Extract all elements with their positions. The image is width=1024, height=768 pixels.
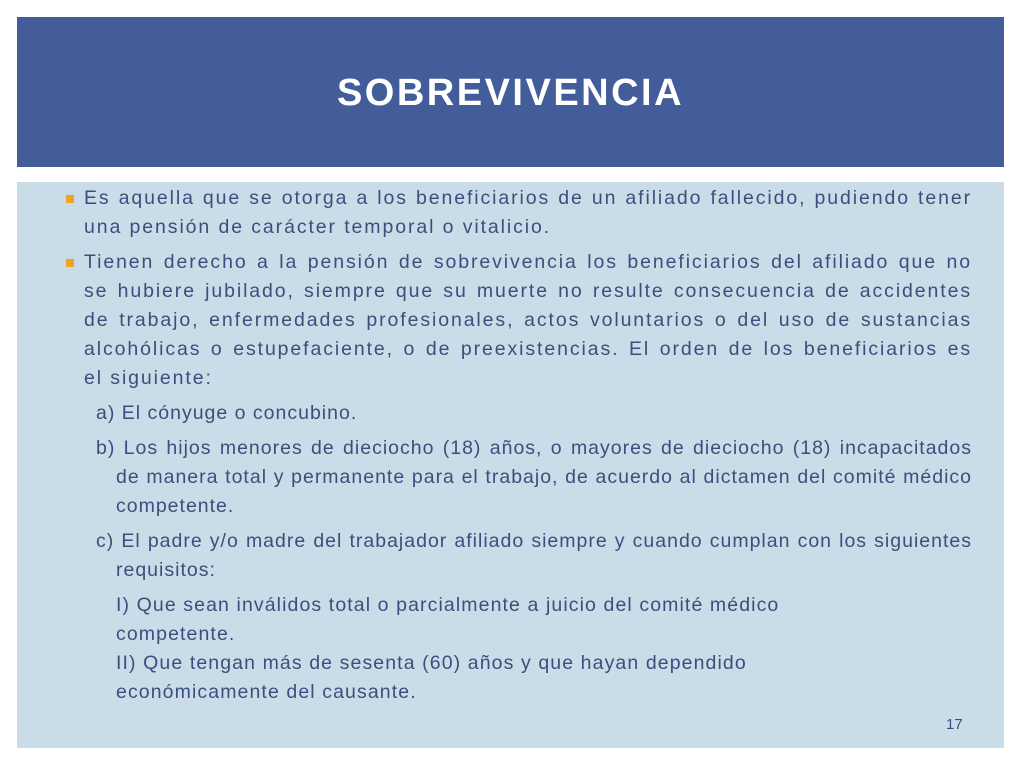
slide-title: SOBREVIVENCIA [336, 71, 685, 114]
bullet-text: Tienen derecho a la pensión de sobrevivencia los beneficiarios del afiliado que no se hubiere jubilado, siempre que su muerte no resulte consecuencia de accidentes de trabajo, enfermedades profesionales, actos voluntarios o del uso de sustancias alcohólicas o estupefaciente, o de preexistencias. El orden de los beneficiarios es el siguiente: [84, 251, 972, 389]
title-bar [17, 17, 1004, 167]
beneficiary-item: b) Los hijos menores de dieciocho (18) años, o mayores de dieciocho (18) incapacitados de manera total y permanente para el trabajo, de acuerdo al dictamen del comité médico competente. [96, 437, 972, 517]
beneficiary-item: c) El padre y/o madre del trabajador afiliado siempre y cuando cumplan con los siguientes requisitos: [96, 530, 972, 581]
slide-body [66, 184, 972, 707]
requirement-item: II) Que tengan más de sesenta (60) años y que hayan dependido económicamente del causante. [116, 652, 747, 703]
beneficiary-item: a) El cónyuge o concubino. [96, 402, 358, 424]
square-bullet-icon [66, 195, 74, 203]
bullet-item [66, 184, 972, 242]
bullet-item [66, 248, 972, 393]
square-bullet-icon [66, 259, 74, 267]
page-number: 17 [946, 716, 963, 733]
requirement-item: I) Que sean inválidos total o parcialmente a juicio del comité médico competente. [116, 594, 780, 645]
bullet-text: Es aquella que se otorga a los beneficiarios de un afiliado fallecido, pudiendo tener una pensión de carácter temporal o vitalicio. [84, 187, 972, 238]
